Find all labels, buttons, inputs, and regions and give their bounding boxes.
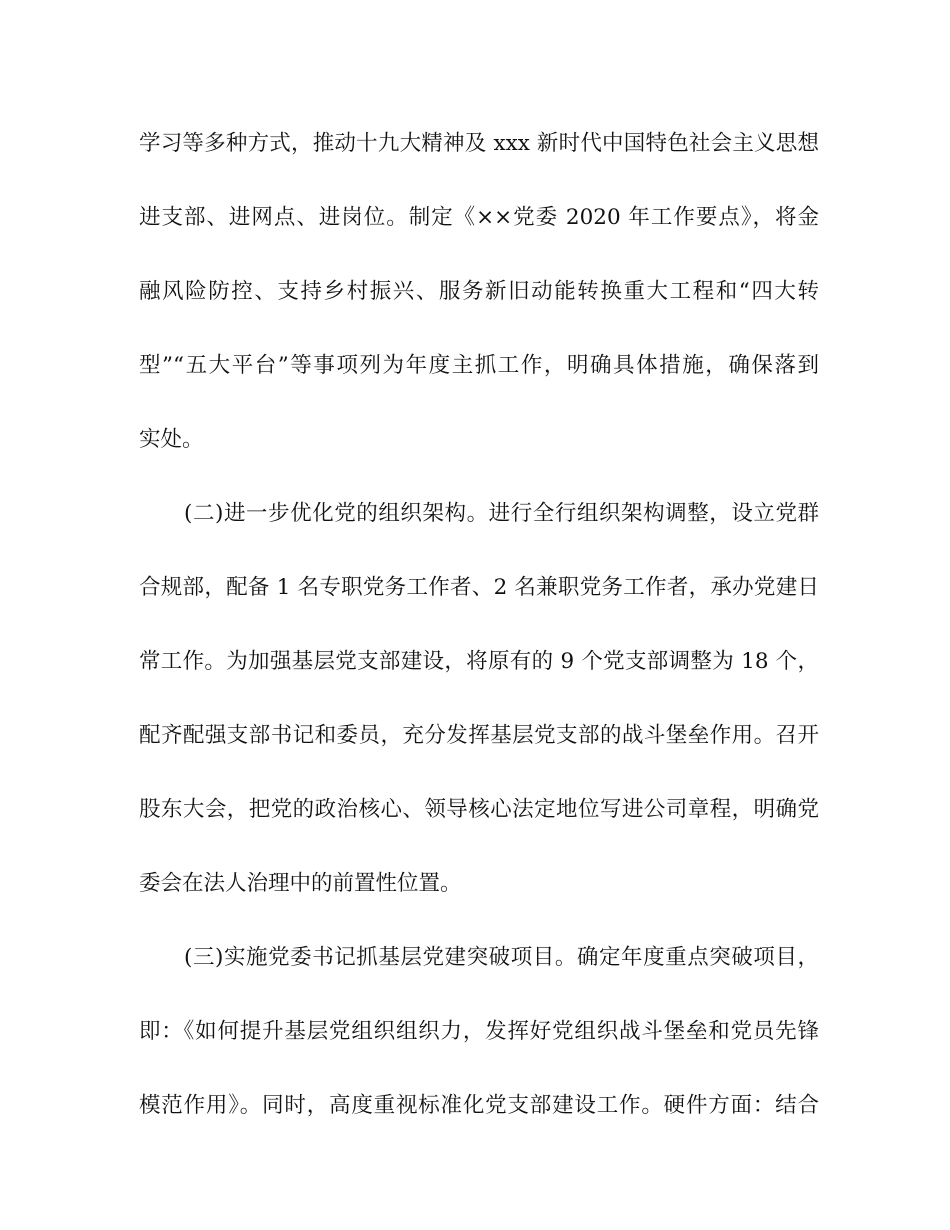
text-line-2: 进支部、进网点、进岗位。制定《××党委 2020 年工作要点》，将金: [139, 205, 819, 230]
text-line-11: 委会在法人治理中的前置性位置。: [139, 871, 462, 896]
text-line-8: 常工作。为加强基层党支部建设，将原有的 9 个党支部调整为 18 个，: [139, 649, 819, 674]
section-heading-3: (三)实施党委书记抓基层党建突破项目。确定年度重点突破项目，: [184, 945, 819, 970]
text-line-3: 融风险防控、支持乡村振兴、服务新旧动能转换重大工程和“四大转: [139, 279, 819, 304]
text-line-5: 实处。: [139, 427, 204, 452]
text-line-10: 股东大会，把党的政治核心、领导核心法定地位写进公司章程，明确党: [139, 797, 819, 822]
text-line-9: 配齐配强支部书记和委员，充分发挥基层党支部的战斗堡垒作用。召开: [139, 723, 819, 748]
section-heading-2: (二)进一步优化党的组织架构。进行全行组织架构调整，设立党群: [184, 501, 819, 526]
text-line-4: 型”“五大平台”等事项列为年度主抓工作，明确具体措施，确保落到: [139, 353, 819, 378]
text-line-14: 模范作用》。同时，高度重视标准化党支部建设工作。硬件方面：结合: [139, 1093, 819, 1118]
text-line-1: 学习等多种方式，推动十九大精神及 xxx 新时代中国特色社会主义思想: [139, 131, 819, 156]
text-line-7: 合规部，配备 1 名专职党务工作者、2 名兼职党务工作者，承办党建日: [139, 575, 819, 600]
text-line-13: 即：《如何提升基层党组织组织力，发挥好党组织战斗堡垒和党员先锋: [139, 1019, 819, 1044]
